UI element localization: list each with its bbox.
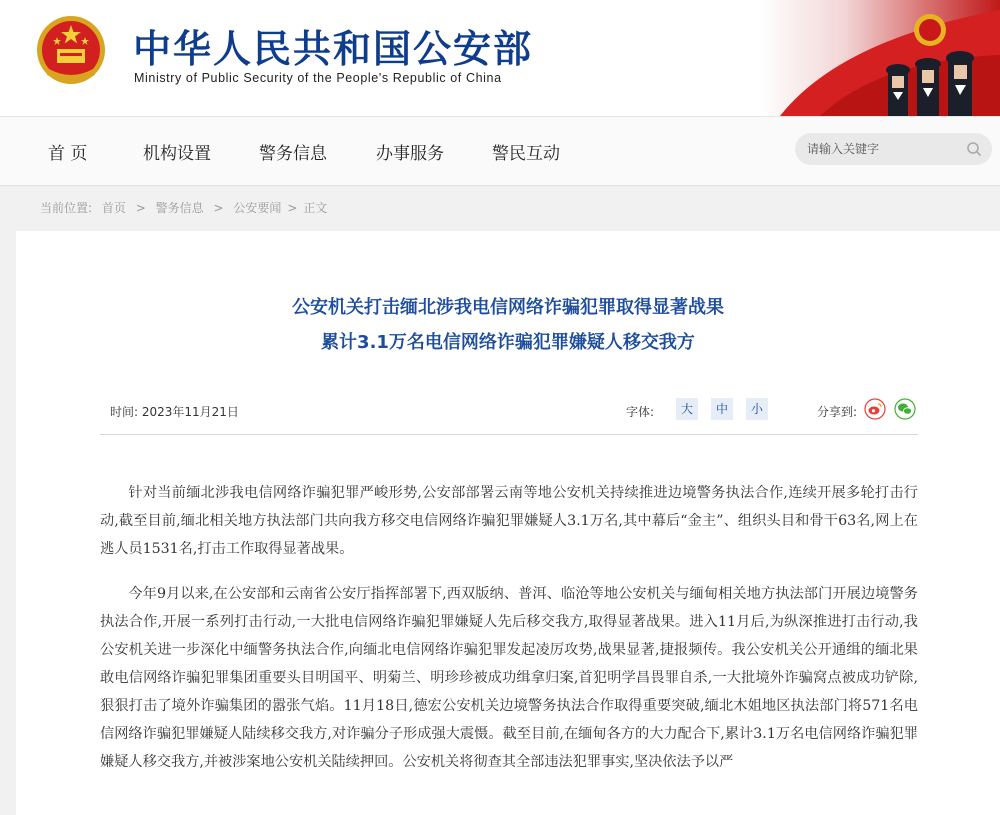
article-meta xyxy=(108,401,914,429)
breadcrumb-current: 正文 xyxy=(303,201,328,215)
font-large-button[interactable]: 大 xyxy=(676,398,698,420)
weibo-share-icon[interactable] xyxy=(864,398,886,420)
site-header xyxy=(0,0,1000,116)
nav-item-organization[interactable]: 机构设置 xyxy=(143,144,211,164)
breadcrumb-separator: > xyxy=(287,201,298,215)
article-title-line1: 公安机关打击缅北涉我电信网络诈骗犯罪取得显著战果 xyxy=(292,297,724,318)
nav-item-interaction[interactable]: 警民互动 xyxy=(492,144,560,164)
publish-time: 时间: 2023年11月21日 xyxy=(110,405,239,419)
main-navigation xyxy=(0,116,1000,186)
site-title-en: Ministry of Public Security of the People's Republic of China xyxy=(134,71,502,85)
national-emblem-icon xyxy=(35,13,107,89)
site-title-cn: 中华人民共和国公安部 xyxy=(133,27,534,71)
font-size-label: 字体: xyxy=(626,405,655,419)
breadcrumb-separator: > xyxy=(135,201,146,215)
article-container xyxy=(16,231,1000,815)
breadcrumb-separator: > xyxy=(213,201,224,215)
article-paragraph: 针对当前缅北涉我电信网络诈骗犯罪严峻形势,公安部部署云南等地公安机关持续推进边境警务执法合作,连续开展多轮打击行动,截至目前,缅北相关地方执法部门共向我方移交电信网络诈骗犯罪嫌疑人3.1万名,其中幕后“金主”、组织头目和骨干63名,网上在逃人员1531名,打击工作取得显著战果。 xyxy=(100,485,918,557)
breadcrumb-prefix: 当前位置: xyxy=(40,201,93,215)
font-small-button[interactable]: 小 xyxy=(746,398,768,420)
nav-item-services[interactable]: 办事服务 xyxy=(376,144,444,164)
breadcrumb-home[interactable]: 首页 xyxy=(101,201,126,215)
article-title-line2: 累计3.1万名电信网络诈骗犯罪嫌疑人移交我方 xyxy=(321,332,695,353)
breadcrumb xyxy=(40,199,333,216)
font-medium-button[interactable]: 中 xyxy=(711,398,733,420)
search-box xyxy=(795,133,992,165)
meta-divider xyxy=(100,434,918,435)
wechat-share-icon[interactable] xyxy=(894,398,916,420)
nav-item-home[interactable]: 首 页 xyxy=(48,144,88,164)
police-banner-image xyxy=(760,0,1000,116)
breadcrumb-police-info[interactable]: 警务信息 xyxy=(155,201,204,215)
search-input[interactable] xyxy=(807,133,957,165)
share-label: 分享到: xyxy=(817,405,858,419)
nav-item-police-info[interactable]: 警务信息 xyxy=(259,144,327,164)
breadcrumb-news[interactable]: 公安要闻 xyxy=(233,201,282,215)
search-icon[interactable] xyxy=(966,141,982,157)
article-paragraph: 今年9月以来,在公安部和云南省公安厅指挥部署下,西双版纳、普洱、临沧等地公安机关与缅甸相关地方执法部门开展边境警务执法合作,开展一系列打击行动,一大批电信网络诈骗犯罪嫌疑人先后移交我方,取得显著战果。进入11月后,为纵深推进打击行动,我公安机关进一步深化中缅警务执法合作,向缅北电信网络诈骗犯罪发起凌厉攻势,战果显著,捷报频传。我公安机关公开通缉的缅北果敢电信网络诈骗犯罪集团重要头目明国平、明菊兰、明珍珍被成功缉拿归案,首犯明学昌畏罪自杀,一大批境外诈骗窝点被成功铲除,狠狠打击了境外诈骗集团的嚣张气焰。11月18日,德宏公安机关边境警务执法合作取得重要突破,缅北木姐地区执法部门将571名电信网络诈骗犯罪嫌疑人陆续移交我方,对诈骗分子形成强大震慑。截至目前,在缅甸各方的大力配合下,累计3.1万名电信网络诈骗犯罪嫌疑人移交我方,并被涉案地公安机关陆续押回。公安机关将彻查其全部违法犯罪事实,坚决依法予以严 xyxy=(100,586,918,770)
